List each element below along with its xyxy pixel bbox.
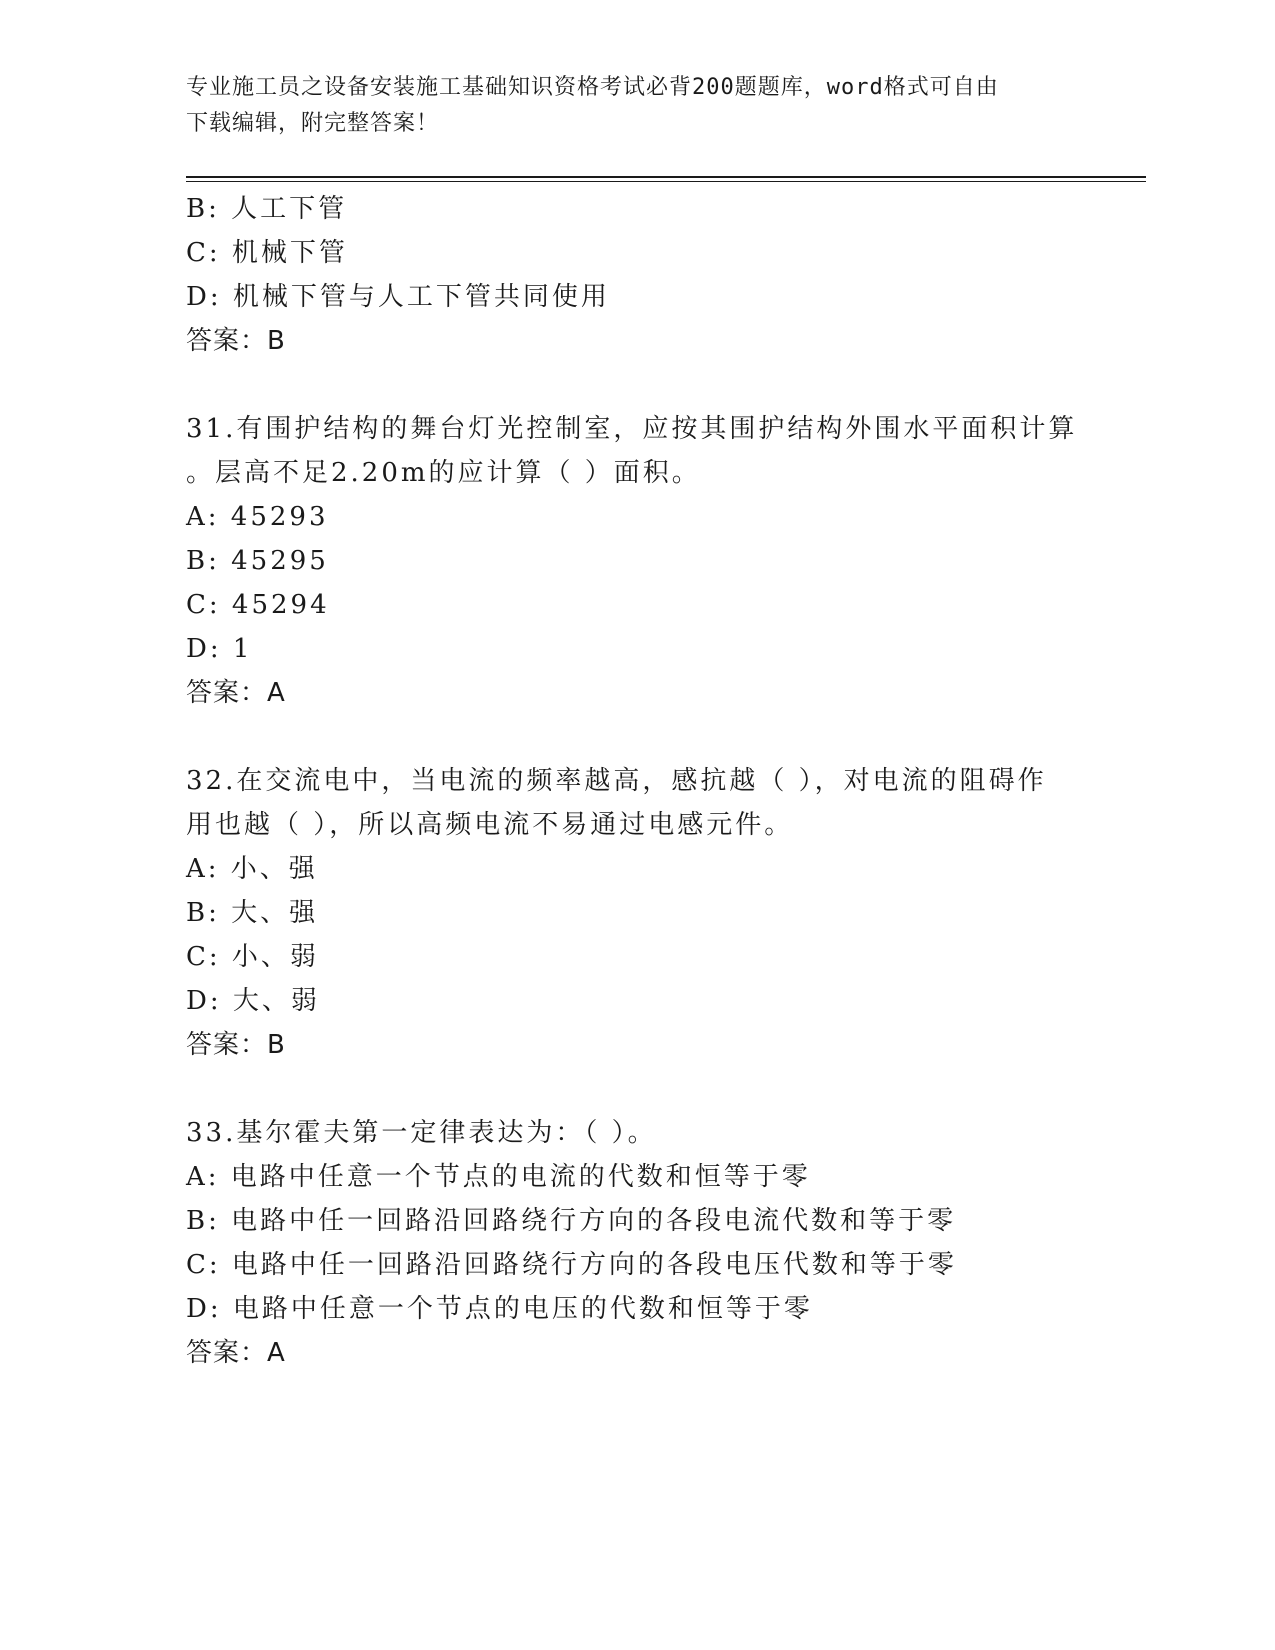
q32-answer: 答案：B (186, 1030, 286, 1060)
page-header (186, 70, 1066, 142)
q31-option-c: C: 45294 (186, 590, 330, 620)
q33-option-d: D: 电路中任意一个节点的电压的代数和恒等于零 (186, 1294, 813, 1324)
q32-stem-line-1: 32.在交流电中，当电流的频率越高，感抗越（ ），对电流的阻碍作 (186, 766, 1047, 796)
q31-option-d: D: 1 (186, 634, 253, 664)
header-divider-thin (186, 181, 1146, 182)
header-divider-thick (186, 176, 1146, 178)
q32-option-d: D: 大、弱 (186, 986, 320, 1016)
prev-option-b: B: 人工下管 (186, 194, 348, 224)
prev-option-c: C: 机械下管 (186, 238, 348, 268)
q31-answer: 答案：A (186, 678, 286, 708)
q33-option-b: B: 电路中任一回路沿回路绕行方向的各段电流代数和等于零 (186, 1206, 957, 1236)
q31-option-a: A: 45293 (186, 502, 329, 532)
q33-answer: 答案：A (186, 1338, 286, 1368)
q33-stem: 33.基尔霍夫第一定律表达为：（ ）。 (186, 1118, 657, 1148)
q32-option-b: B: 大、强 (186, 898, 319, 928)
header-line-1: 专业施工员之设备安装施工基础知识资格考试必背200题题库，word格式可自由 (186, 75, 999, 100)
prev-option-d: D: 机械下管与人工下管共同使用 (186, 282, 610, 312)
q32-option-a: A: 小、强 (186, 854, 318, 884)
header-line-2: 下载编辑，附完整答案！ (186, 111, 440, 136)
q32-stem-line-2: 用也越（ ），所以高频电流不易通过电感元件。 (186, 810, 794, 840)
prev-answer: 答案：B (186, 326, 286, 356)
q33-option-c: C: 电路中任一回路沿回路绕行方向的各段电压代数和等于零 (186, 1250, 957, 1280)
q31-stem-line-1: 31.有围护结构的舞台灯光控制室，应按其围护结构外围水平面积计算 (186, 414, 1078, 444)
q32-option-c: C: 小、弱 (186, 942, 319, 972)
q31-option-b: B: 45295 (186, 546, 329, 576)
q31-stem-line-2: 。层高不足2.20m的应计算（ ）面积。 (186, 458, 701, 488)
q33-option-a: A: 电路中任意一个节点的电流的代数和恒等于零 (186, 1162, 811, 1192)
